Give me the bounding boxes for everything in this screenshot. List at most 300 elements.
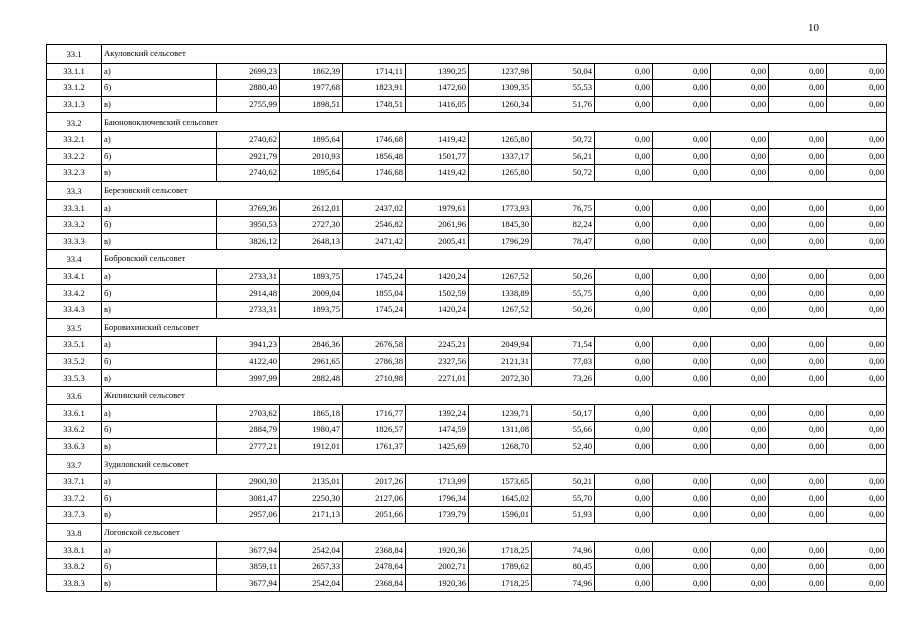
value-cell: 51,76 bbox=[532, 96, 595, 113]
value-cell: 76,75 bbox=[532, 200, 595, 217]
value-cell: 0,00 bbox=[827, 542, 887, 559]
value-cell: 0,00 bbox=[595, 422, 653, 439]
value-cell: 0,00 bbox=[653, 542, 711, 559]
row-code: 33.1.3 bbox=[47, 96, 102, 113]
value-cell: 0,00 bbox=[711, 200, 769, 217]
value-cell: 0,00 bbox=[653, 63, 711, 80]
value-cell: 0,00 bbox=[595, 80, 653, 97]
row-code: 33.5.3 bbox=[47, 370, 102, 387]
value-cell: 2051,66 bbox=[343, 507, 406, 524]
value-cell: 55,53 bbox=[532, 80, 595, 97]
value-cell: 0,00 bbox=[711, 268, 769, 285]
value-cell: 0,00 bbox=[595, 370, 653, 387]
table-row bbox=[47, 233, 887, 250]
value-cell: 71,54 bbox=[532, 337, 595, 354]
value-cell: 0,00 bbox=[827, 438, 887, 455]
row-code: 33.5.2 bbox=[47, 353, 102, 370]
section-title: Бобровский сельсовет bbox=[102, 250, 887, 269]
value-cell: 0,00 bbox=[769, 353, 827, 370]
value-cell: 0,00 bbox=[653, 558, 711, 575]
value-cell: 0,00 bbox=[595, 490, 653, 507]
value-cell: 0,00 bbox=[653, 370, 711, 387]
value-cell: 0,00 bbox=[653, 575, 711, 592]
table-row bbox=[47, 438, 887, 455]
row-option: а) bbox=[102, 337, 217, 354]
value-cell: 2733,31 bbox=[217, 301, 280, 318]
value-cell: 0,00 bbox=[711, 370, 769, 387]
value-cell: 3677,94 bbox=[217, 575, 280, 592]
row-code: 33.1.2 bbox=[47, 80, 102, 97]
value-cell: 0,00 bbox=[595, 131, 653, 148]
value-cell: 2478,64 bbox=[343, 558, 406, 575]
row-option: б) bbox=[102, 353, 217, 370]
section-code: 33.6 bbox=[47, 386, 102, 405]
value-cell: 1390,25 bbox=[406, 63, 469, 80]
value-cell: 0,00 bbox=[711, 422, 769, 439]
row-option: а) bbox=[102, 405, 217, 422]
value-cell: 2471,42 bbox=[343, 233, 406, 250]
value-cell: 2961,65 bbox=[280, 353, 343, 370]
value-cell: 1392,24 bbox=[406, 405, 469, 422]
table-row bbox=[47, 268, 887, 285]
value-cell: 0,00 bbox=[653, 405, 711, 422]
value-cell: 1596,01 bbox=[469, 507, 532, 524]
value-cell: 1761,37 bbox=[343, 438, 406, 455]
value-cell: 1823,91 bbox=[343, 80, 406, 97]
value-cell: 0,00 bbox=[769, 370, 827, 387]
value-cell: 50,26 bbox=[532, 268, 595, 285]
value-cell: 2171,13 bbox=[280, 507, 343, 524]
value-cell: 0,00 bbox=[827, 148, 887, 165]
value-cell: 0,00 bbox=[653, 490, 711, 507]
value-cell: 3826,12 bbox=[217, 233, 280, 250]
section-title: Березовский сельсовет bbox=[102, 181, 887, 200]
value-cell: 2437,02 bbox=[343, 200, 406, 217]
value-cell: 1416,05 bbox=[406, 96, 469, 113]
table-row bbox=[47, 507, 887, 524]
table-row bbox=[47, 80, 887, 97]
value-cell: 0,00 bbox=[827, 353, 887, 370]
value-cell: 0,00 bbox=[769, 63, 827, 80]
value-cell: 0,00 bbox=[711, 558, 769, 575]
value-cell: 1501,77 bbox=[406, 148, 469, 165]
row-option: б) bbox=[102, 285, 217, 302]
section-code: 33.7 bbox=[47, 455, 102, 474]
value-cell: 78,47 bbox=[532, 233, 595, 250]
value-cell: 0,00 bbox=[653, 268, 711, 285]
row-code: 33.8.1 bbox=[47, 542, 102, 559]
value-cell: 1472,60 bbox=[406, 80, 469, 97]
value-cell: 1895,64 bbox=[280, 131, 343, 148]
row-code: 33.2.3 bbox=[47, 165, 102, 182]
value-cell: 0,00 bbox=[711, 148, 769, 165]
value-cell: 0,00 bbox=[653, 507, 711, 524]
row-option: в) bbox=[102, 370, 217, 387]
section-code: 33.8 bbox=[47, 523, 102, 542]
value-cell: 1746,68 bbox=[343, 165, 406, 182]
table-row bbox=[47, 542, 887, 559]
value-cell: 0,00 bbox=[827, 200, 887, 217]
value-cell: 0,00 bbox=[769, 233, 827, 250]
value-cell: 0,00 bbox=[595, 165, 653, 182]
value-cell: 0,00 bbox=[769, 405, 827, 422]
value-cell: 0,00 bbox=[595, 558, 653, 575]
value-cell: 0,00 bbox=[711, 542, 769, 559]
value-cell: 2049,94 bbox=[469, 337, 532, 354]
value-cell: 1265,80 bbox=[469, 165, 532, 182]
value-cell: 1419,42 bbox=[406, 165, 469, 182]
value-cell: 0,00 bbox=[595, 473, 653, 490]
row-option: а) bbox=[102, 131, 217, 148]
table-row bbox=[47, 216, 887, 233]
row-code: 33.7.2 bbox=[47, 490, 102, 507]
value-cell: 2676,58 bbox=[343, 337, 406, 354]
value-cell: 2061,96 bbox=[406, 216, 469, 233]
table-row bbox=[47, 63, 887, 80]
value-cell: 1865,18 bbox=[280, 405, 343, 422]
value-cell: 2612,01 bbox=[280, 200, 343, 217]
section-code: 33.4 bbox=[47, 250, 102, 269]
value-cell: 1920,36 bbox=[406, 542, 469, 559]
value-cell: 2127,06 bbox=[343, 490, 406, 507]
row-option: в) bbox=[102, 301, 217, 318]
value-cell: 0,00 bbox=[711, 131, 769, 148]
value-cell: 0,00 bbox=[827, 63, 887, 80]
table-row bbox=[47, 422, 887, 439]
value-cell: 0,00 bbox=[653, 301, 711, 318]
value-cell: 0,00 bbox=[595, 233, 653, 250]
row-code: 33.3.3 bbox=[47, 233, 102, 250]
value-cell: 2914,48 bbox=[217, 285, 280, 302]
value-cell: 0,00 bbox=[769, 422, 827, 439]
value-cell: 1239,71 bbox=[469, 405, 532, 422]
value-cell: 0,00 bbox=[653, 473, 711, 490]
section-title: Жилинский сельсовет bbox=[102, 386, 887, 405]
value-cell: 2882,48 bbox=[280, 370, 343, 387]
row-code: 33.4.1 bbox=[47, 268, 102, 285]
row-option: б) bbox=[102, 490, 217, 507]
value-cell: 1789,62 bbox=[469, 558, 532, 575]
value-cell: 51,93 bbox=[532, 507, 595, 524]
value-cell: 1893,75 bbox=[280, 268, 343, 285]
value-cell: 1474,59 bbox=[406, 422, 469, 439]
value-cell: 0,00 bbox=[769, 80, 827, 97]
table-row bbox=[47, 370, 887, 387]
value-cell: 1796,29 bbox=[469, 233, 532, 250]
section-code: 33.1 bbox=[47, 45, 102, 64]
value-cell: 1773,93 bbox=[469, 200, 532, 217]
value-cell: 0,00 bbox=[769, 575, 827, 592]
value-cell: 0,00 bbox=[827, 558, 887, 575]
value-cell: 1237,98 bbox=[469, 63, 532, 80]
row-option: а) bbox=[102, 542, 217, 559]
value-cell: 2072,30 bbox=[469, 370, 532, 387]
value-cell: 2710,98 bbox=[343, 370, 406, 387]
value-cell: 1337,17 bbox=[469, 148, 532, 165]
value-cell: 1746,68 bbox=[343, 131, 406, 148]
value-cell: 0,00 bbox=[827, 575, 887, 592]
value-cell: 0,00 bbox=[827, 337, 887, 354]
value-cell: 1856,48 bbox=[343, 148, 406, 165]
value-cell: 2755,99 bbox=[217, 96, 280, 113]
value-cell: 0,00 bbox=[711, 473, 769, 490]
row-option: в) bbox=[102, 233, 217, 250]
value-cell: 2542,04 bbox=[280, 542, 343, 559]
row-code: 33.7.3 bbox=[47, 507, 102, 524]
table-row bbox=[47, 148, 887, 165]
value-cell: 0,00 bbox=[711, 96, 769, 113]
value-cell: 55,70 bbox=[532, 490, 595, 507]
value-cell: 2648,13 bbox=[280, 233, 343, 250]
value-cell: 0,00 bbox=[827, 233, 887, 250]
row-code: 33.3.1 bbox=[47, 200, 102, 217]
table-row bbox=[47, 558, 887, 575]
value-cell: 0,00 bbox=[827, 490, 887, 507]
value-cell: 1713,99 bbox=[406, 473, 469, 490]
value-cell: 1920,36 bbox=[406, 575, 469, 592]
value-cell: 0,00 bbox=[769, 558, 827, 575]
value-cell: 0,00 bbox=[595, 301, 653, 318]
value-cell: 0,00 bbox=[595, 575, 653, 592]
value-cell: 0,00 bbox=[595, 353, 653, 370]
value-cell: 3950,53 bbox=[217, 216, 280, 233]
value-cell: 0,00 bbox=[769, 301, 827, 318]
value-cell: 3859,11 bbox=[217, 558, 280, 575]
value-cell: 2740,62 bbox=[217, 131, 280, 148]
table-row bbox=[47, 575, 887, 592]
table-row bbox=[47, 165, 887, 182]
section-header-row bbox=[47, 45, 887, 64]
value-cell: 2005,41 bbox=[406, 233, 469, 250]
value-cell: 0,00 bbox=[711, 575, 769, 592]
section-header-row bbox=[47, 250, 887, 269]
value-cell: 2727,30 bbox=[280, 216, 343, 233]
value-cell: 1745,24 bbox=[343, 268, 406, 285]
value-cell: 0,00 bbox=[769, 200, 827, 217]
value-cell: 0,00 bbox=[711, 507, 769, 524]
row-option: в) bbox=[102, 438, 217, 455]
value-cell: 0,00 bbox=[827, 268, 887, 285]
value-cell: 0,00 bbox=[827, 422, 887, 439]
value-cell: 2009,04 bbox=[280, 285, 343, 302]
value-cell: 2542,04 bbox=[280, 575, 343, 592]
value-cell: 2900,30 bbox=[217, 473, 280, 490]
value-cell: 55,75 bbox=[532, 285, 595, 302]
value-cell: 2740,62 bbox=[217, 165, 280, 182]
value-cell: 1980,47 bbox=[280, 422, 343, 439]
value-cell: 2957,06 bbox=[217, 507, 280, 524]
section-title: Логовской сельсовет bbox=[102, 523, 887, 542]
value-cell: 0,00 bbox=[827, 507, 887, 524]
row-option: б) bbox=[102, 558, 217, 575]
value-cell: 0,00 bbox=[827, 370, 887, 387]
value-cell: 2786,38 bbox=[343, 353, 406, 370]
value-cell: 0,00 bbox=[711, 337, 769, 354]
value-cell: 3769,36 bbox=[217, 200, 280, 217]
value-cell: 1267,52 bbox=[469, 301, 532, 318]
value-cell: 2699,23 bbox=[217, 63, 280, 80]
row-code: 33.5.1 bbox=[47, 337, 102, 354]
value-cell: 2010,93 bbox=[280, 148, 343, 165]
table-body bbox=[47, 45, 887, 592]
value-cell: 50,04 bbox=[532, 63, 595, 80]
value-cell: 77,03 bbox=[532, 353, 595, 370]
row-option: б) bbox=[102, 80, 217, 97]
value-cell: 3677,94 bbox=[217, 542, 280, 559]
value-cell: 2250,30 bbox=[280, 490, 343, 507]
value-cell: 1748,51 bbox=[343, 96, 406, 113]
value-cell: 0,00 bbox=[827, 96, 887, 113]
value-cell: 74,96 bbox=[532, 542, 595, 559]
value-cell: 2271,01 bbox=[406, 370, 469, 387]
value-cell: 50,21 bbox=[532, 473, 595, 490]
value-cell: 0,00 bbox=[653, 285, 711, 302]
value-cell: 56,21 bbox=[532, 148, 595, 165]
row-option: а) bbox=[102, 63, 217, 80]
value-cell: 0,00 bbox=[653, 337, 711, 354]
value-cell: 0,00 bbox=[653, 216, 711, 233]
value-cell: 2017,26 bbox=[343, 473, 406, 490]
value-cell: 1714,11 bbox=[343, 63, 406, 80]
value-cell: 2703,62 bbox=[217, 405, 280, 422]
value-cell: 52,40 bbox=[532, 438, 595, 455]
value-cell: 0,00 bbox=[711, 63, 769, 80]
value-cell: 1979,61 bbox=[406, 200, 469, 217]
value-cell: 0,00 bbox=[827, 473, 887, 490]
value-cell: 1338,89 bbox=[469, 285, 532, 302]
value-cell: 1420,24 bbox=[406, 301, 469, 318]
value-cell: 0,00 bbox=[711, 301, 769, 318]
value-cell: 1977,68 bbox=[280, 80, 343, 97]
table-row bbox=[47, 301, 887, 318]
value-cell: 0,00 bbox=[595, 216, 653, 233]
row-code: 33.8.3 bbox=[47, 575, 102, 592]
value-cell: 0,00 bbox=[769, 438, 827, 455]
value-cell: 2327,56 bbox=[406, 353, 469, 370]
value-cell: 0,00 bbox=[653, 233, 711, 250]
value-cell: 0,00 bbox=[711, 165, 769, 182]
table-row bbox=[47, 473, 887, 490]
section-code: 33.3 bbox=[47, 181, 102, 200]
value-cell: 0,00 bbox=[653, 148, 711, 165]
row-code: 33.1.1 bbox=[47, 63, 102, 80]
value-cell: 1419,42 bbox=[406, 131, 469, 148]
row-option: б) bbox=[102, 216, 217, 233]
value-cell: 1645,02 bbox=[469, 490, 532, 507]
value-cell: 0,00 bbox=[769, 96, 827, 113]
section-header-row bbox=[47, 318, 887, 337]
value-cell: 2921,79 bbox=[217, 148, 280, 165]
value-cell: 0,00 bbox=[769, 216, 827, 233]
value-cell: 0,00 bbox=[769, 337, 827, 354]
value-cell: 2846,36 bbox=[280, 337, 343, 354]
value-cell: 2777,21 bbox=[217, 438, 280, 455]
table-row bbox=[47, 131, 887, 148]
value-cell: 1573,65 bbox=[469, 473, 532, 490]
value-cell: 0,00 bbox=[653, 80, 711, 97]
value-cell: 2121,31 bbox=[469, 353, 532, 370]
value-cell: 50,72 bbox=[532, 165, 595, 182]
value-cell: 2245,21 bbox=[406, 337, 469, 354]
value-cell: 50,26 bbox=[532, 301, 595, 318]
section-header-row bbox=[47, 523, 887, 542]
value-cell: 0,00 bbox=[827, 285, 887, 302]
row-code: 33.8.2 bbox=[47, 558, 102, 575]
value-cell: 1260,34 bbox=[469, 96, 532, 113]
value-cell: 4122,40 bbox=[217, 353, 280, 370]
value-cell: 74,96 bbox=[532, 575, 595, 592]
value-cell: 1898,51 bbox=[280, 96, 343, 113]
value-cell: 0,00 bbox=[595, 405, 653, 422]
table-row bbox=[47, 405, 887, 422]
value-cell: 1895,64 bbox=[280, 165, 343, 182]
value-cell: 0,00 bbox=[711, 438, 769, 455]
row-option: а) bbox=[102, 200, 217, 217]
value-cell: 2368,84 bbox=[343, 575, 406, 592]
table-row bbox=[47, 200, 887, 217]
value-cell: 2368,84 bbox=[343, 542, 406, 559]
value-cell: 1718,25 bbox=[469, 542, 532, 559]
value-cell: 0,00 bbox=[769, 542, 827, 559]
value-cell: 1912,01 bbox=[280, 438, 343, 455]
value-cell: 0,00 bbox=[711, 353, 769, 370]
value-cell: 1739,79 bbox=[406, 507, 469, 524]
value-cell: 0,00 bbox=[827, 165, 887, 182]
row-code: 33.2.2 bbox=[47, 148, 102, 165]
row-option: в) bbox=[102, 165, 217, 182]
value-cell: 0,00 bbox=[595, 438, 653, 455]
value-cell: 0,00 bbox=[711, 80, 769, 97]
value-cell: 1268,70 bbox=[469, 438, 532, 455]
row-option: в) bbox=[102, 507, 217, 524]
value-cell: 1502,59 bbox=[406, 285, 469, 302]
value-cell: 1718,25 bbox=[469, 575, 532, 592]
value-cell: 0,00 bbox=[653, 422, 711, 439]
table-row bbox=[47, 285, 887, 302]
value-cell: 0,00 bbox=[769, 490, 827, 507]
value-cell: 1845,30 bbox=[469, 216, 532, 233]
value-cell: 1309,35 bbox=[469, 80, 532, 97]
row-code: 33.6.3 bbox=[47, 438, 102, 455]
row-option: в) bbox=[102, 575, 217, 592]
row-option: б) bbox=[102, 422, 217, 439]
row-code: 33.3.2 bbox=[47, 216, 102, 233]
row-code: 33.2.1 bbox=[47, 131, 102, 148]
value-cell: 0,00 bbox=[827, 80, 887, 97]
value-cell: 0,00 bbox=[827, 301, 887, 318]
value-cell: 0,00 bbox=[711, 285, 769, 302]
value-cell: 0,00 bbox=[711, 233, 769, 250]
value-cell: 1420,24 bbox=[406, 268, 469, 285]
value-cell: 0,00 bbox=[653, 438, 711, 455]
value-cell: 0,00 bbox=[769, 507, 827, 524]
value-cell: 1716,77 bbox=[343, 405, 406, 422]
row-option: а) bbox=[102, 268, 217, 285]
row-code: 33.4.2 bbox=[47, 285, 102, 302]
row-code: 33.7.1 bbox=[47, 473, 102, 490]
table-row bbox=[47, 96, 887, 113]
value-cell: 0,00 bbox=[769, 131, 827, 148]
value-cell: 0,00 bbox=[769, 165, 827, 182]
value-cell: 3081,47 bbox=[217, 490, 280, 507]
value-cell: 2733,31 bbox=[217, 268, 280, 285]
value-cell: 0,00 bbox=[827, 216, 887, 233]
section-header-row bbox=[47, 113, 887, 132]
section-code: 33.5 bbox=[47, 318, 102, 337]
value-cell: 0,00 bbox=[653, 165, 711, 182]
row-option: а) bbox=[102, 473, 217, 490]
value-cell: 1311,08 bbox=[469, 422, 532, 439]
